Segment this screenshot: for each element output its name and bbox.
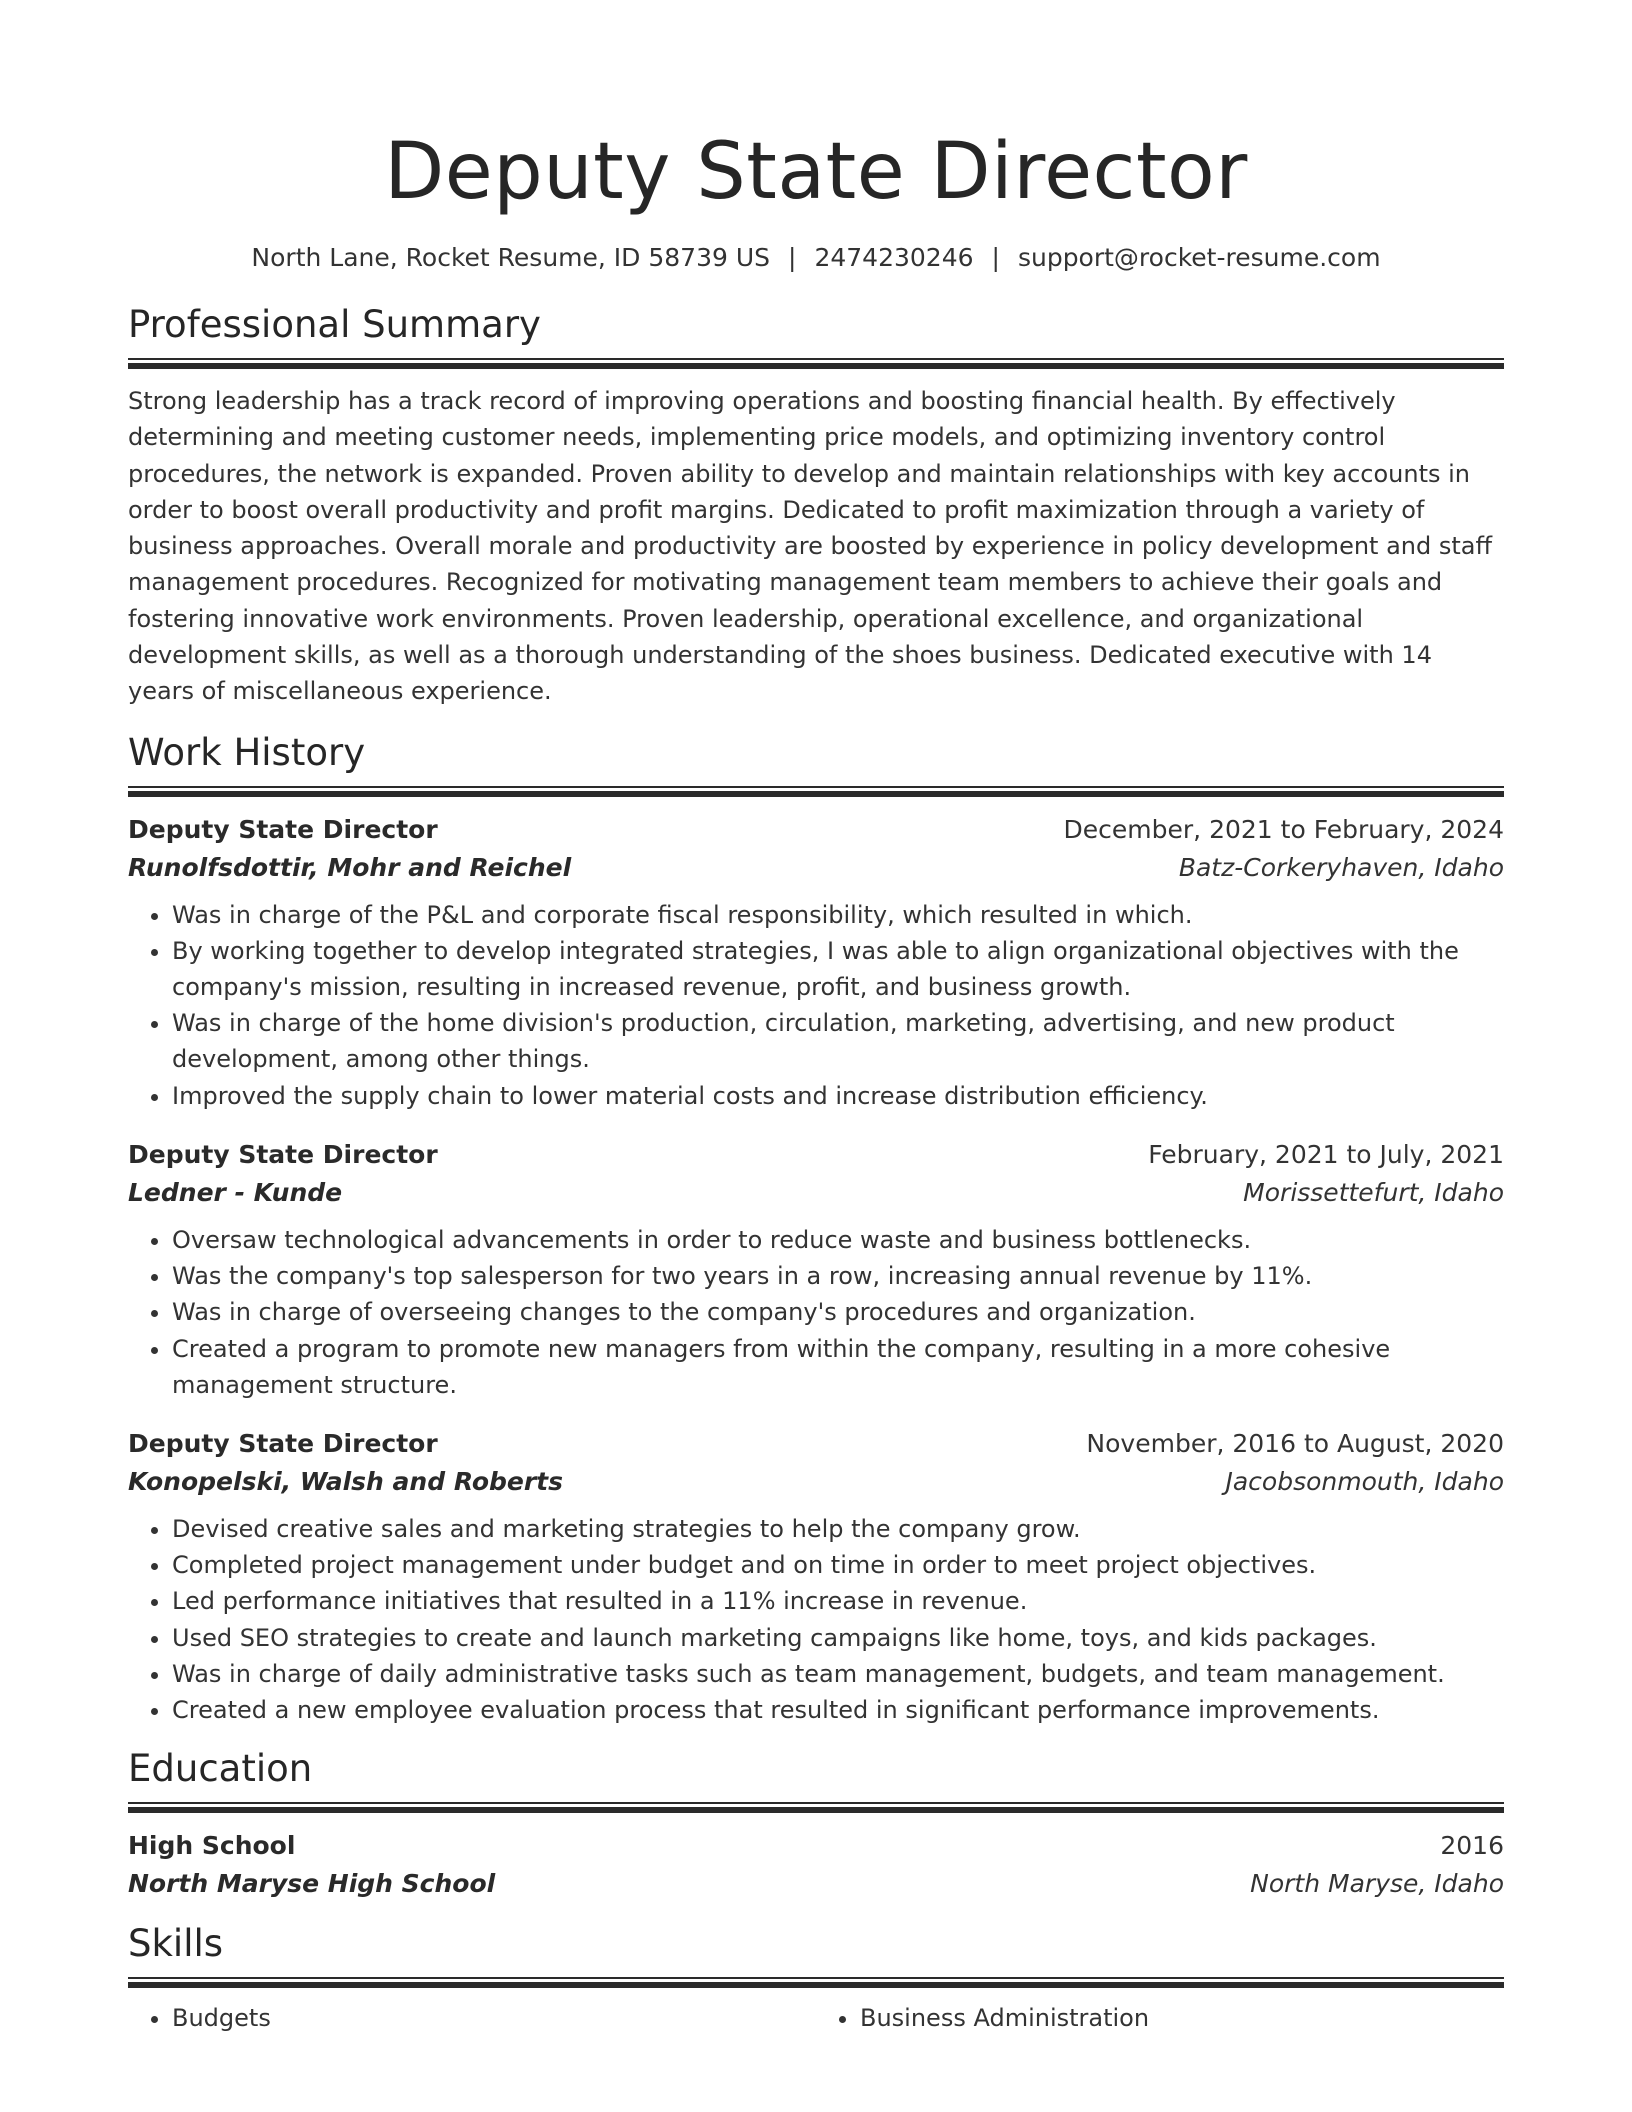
- job-entry: [128, 1425, 1504, 1728]
- skills-column: [128, 2000, 816, 2036]
- separator: |: [991, 243, 1000, 272]
- section-divider: [128, 358, 1504, 369]
- job-subheader: [128, 1463, 1504, 1501]
- education-location: North Maryse, Idaho: [1250, 1869, 1504, 1899]
- job-bullets: [128, 897, 1504, 1114]
- section-divider: [128, 786, 1504, 797]
- list-item: • Was in charge of daily administrative tasks such as team management, budgets, and team management.: [172, 1656, 1504, 1692]
- education-entry: [128, 1827, 1504, 1903]
- contact-line: [128, 242, 1504, 274]
- separator: |: [788, 243, 797, 272]
- list-item: • Led performance initiatives that resulted in a 11% increase in revenue.: [172, 1583, 1504, 1619]
- list-item: • Was in charge of the P&L and corporate fiscal responsibility, which resulted in which.: [172, 897, 1504, 933]
- list-item: • Was in charge of the home division's production, circulation, marketing, advertising, and new product development, among other things.: [172, 1005, 1504, 1077]
- list-item: • Used SEO strategies to create and launch marketing campaigns like home, toys, and kids packages.: [172, 1620, 1504, 1656]
- section-divider: [128, 1977, 1504, 1988]
- job-title: Deputy State Director: [128, 1139, 438, 1169]
- skill-item: • Business Administration: [860, 2000, 1504, 2036]
- job-header: [128, 1136, 1504, 1174]
- summary-section: [128, 302, 1504, 710]
- education-section: [128, 1746, 1504, 1903]
- summary-text: Strong leadership has a track record of improving operations and boosting financial health. By effectively determining and meeting customer needs, implementing price models, and optimizing inventory control procedures, the network is expanded. Proven ability to develop and maintain relationships with key accounts in order to boost overall productivity and profit margins. Dedicated to profit maximization through a variety of business approaches. Overall morale and productivity are boosted by experience in policy development and staff management procedures. Recognized for motivating management team members to achieve their goals and fostering innovative work environments. Proven leadership, operational excellence, and organizational development skills, as well as a thorough understanding of the shoes business. Dedicated executive with 14 years of miscellaneous experience.: [128, 387, 1493, 706]
- skills-column: [816, 2000, 1504, 2036]
- list-item: • Created a program to promote new managers from within the company, resulting in a more cohesive management structure.: [172, 1331, 1504, 1403]
- job-dates: November, 2016 to August, 2020: [1086, 1428, 1504, 1458]
- list-item: • Was the company's top salesperson for two years in a row, increasing annual revenue by 11%.: [172, 1258, 1504, 1294]
- job-entry: [128, 811, 1504, 1114]
- skill-item: • Budgets: [172, 2000, 816, 2036]
- section-heading-skills: Skills: [128, 1922, 224, 1966]
- section-heading-education: Education: [128, 1747, 313, 1791]
- skills-list: [128, 2000, 1504, 2036]
- list-item: • Oversaw technological advancements in order to reduce waste and business bottlenecks.: [172, 1222, 1504, 1258]
- section-divider: [128, 1802, 1504, 1813]
- job-location: Morissettefurt, Idaho: [1243, 1177, 1504, 1207]
- resume-page: [128, 0, 1504, 2036]
- job-header: [128, 811, 1504, 849]
- list-item: • Devised creative sales and marketing strategies to help the company grow.: [172, 1511, 1504, 1547]
- list-item: • Was in charge of overseeing changes to the company's procedures and organization.: [172, 1294, 1504, 1330]
- job-dates: December, 2021 to February, 2024: [1063, 814, 1504, 844]
- job-title: Deputy State Director: [128, 1428, 438, 1458]
- job-bullets: [128, 1222, 1504, 1403]
- education-school: North Maryse High School: [128, 1869, 496, 1899]
- education-degree: High School: [128, 1831, 296, 1861]
- candidate-name: Deputy State Director: [384, 127, 1248, 217]
- job-dates: February, 2021 to July, 2021: [1148, 1139, 1504, 1169]
- education-subheader: [128, 1865, 1504, 1903]
- job-bullets: [128, 1511, 1504, 1728]
- job-company: Runolfsdottir, Mohr and Reichel: [128, 852, 572, 882]
- phone: 2474230246: [814, 243, 974, 272]
- job-location: Jacobsonmouth, Idaho: [1225, 1466, 1504, 1496]
- section-heading-summary: Professional Summary: [128, 303, 541, 346]
- address: North Lane, Rocket Resume, ID 58739 US: [251, 243, 771, 272]
- job-subheader: [128, 849, 1504, 887]
- list-item: • By working together to develop integrated strategies, I was able to align organizational objectives with the company's mission, resulting in increased revenue, profit, and business growth.: [172, 933, 1504, 1005]
- job-company: Konopelski, Walsh and Roberts: [128, 1466, 564, 1496]
- skills-section: [128, 1921, 1504, 2036]
- education-header: [128, 1827, 1504, 1865]
- job-location: Batz-Corkeryhaven, Idaho: [1178, 852, 1504, 882]
- list-item: • Improved the supply chain to lower material costs and increase distribution efficiency.: [172, 1078, 1504, 1114]
- job-subheader: [128, 1174, 1504, 1212]
- work-history-section: [128, 730, 1504, 1728]
- list-item: • Created a new employee evaluation process that resulted in significant performance improvements.: [172, 1692, 1504, 1728]
- job-header: [128, 1425, 1504, 1463]
- email: support@rocket-resume.com: [1017, 243, 1381, 272]
- job-entry: [128, 1136, 1504, 1403]
- job-title: Deputy State Director: [128, 814, 438, 844]
- list-item: • Completed project management under budget and on time in order to meet project objectives.: [172, 1547, 1504, 1583]
- job-company: Ledner - Kunde: [128, 1177, 343, 1207]
- section-heading-work: Work History: [128, 730, 366, 774]
- education-year: 2016: [1440, 1831, 1504, 1861]
